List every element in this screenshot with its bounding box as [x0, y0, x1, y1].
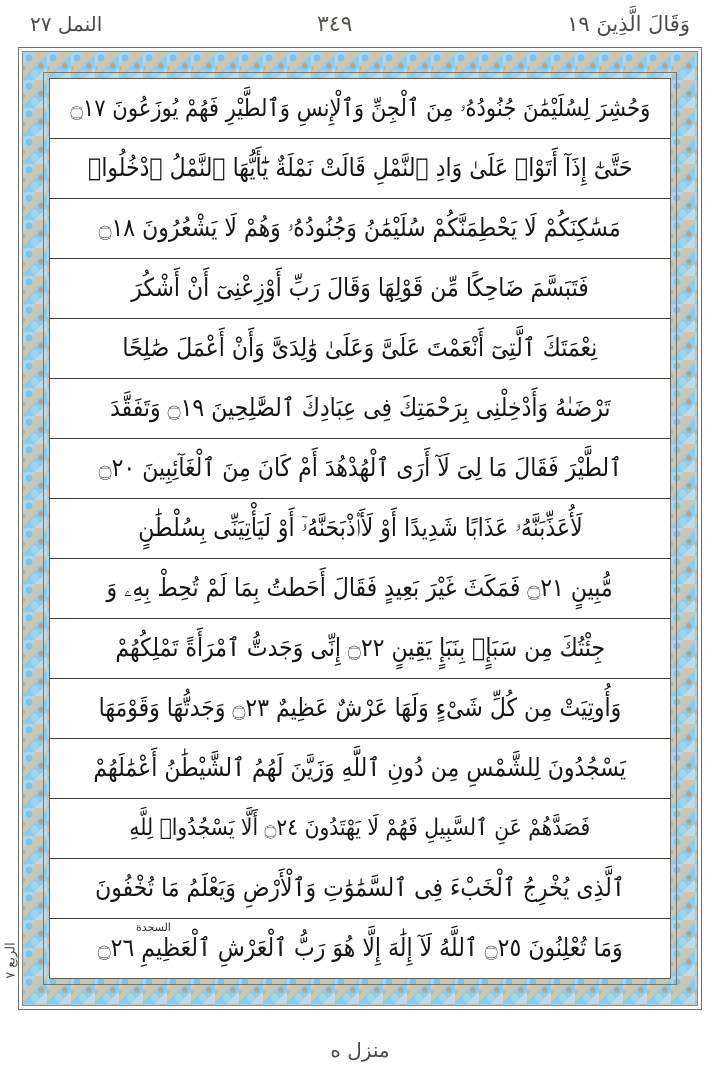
ayah-line-text: لَأُعَذِّبَنَّهُۥ عَذَابًا شَدِيدًا أَوْ لَأَا۟ذْبَحَنَّهُۥٓ أَوْ لَيَأْتِيَنِّى بِسُلْطَٰنٍ — [137, 513, 583, 543]
ayah-line — [50, 139, 670, 199]
ayah-line-text: نِعْمَتَكَ ٱلَّتِىٓ أَنْعَمْتَ عَلَىَّ وَعَلَىٰ وَٰلِدَىَّ وَأَنْ أَعْمَلَ صَٰلِحًا — [122, 333, 598, 363]
ayah-line — [50, 199, 670, 259]
ayah-line-text: حَتَّىٰٓ إِذَآ أَتَوْا۟ عَلَىٰ وَادِ ٱلنَّمْلِ قَالَتْ نَمْلَةٌ يَٰٓأَيُّهَا ٱلنَّمْلُ ٱدْخُلُوا۟ — [87, 153, 633, 183]
surah-name-label: النمل ٢٧ — [30, 12, 103, 36]
ayah-line-text: ٱلَّذِى يُخْرِجُ ٱلْخَبْءَ فِى ٱلسَّمَٰوَٰتِ وَٱلْأَرْضِ وَيَعْلَمُ مَا تُخْفُونَ — [95, 873, 625, 903]
ayah-line-text: تَرْضَىٰهُ وَأَدْخِلْنِى بِرَحْمَتِكَ فِى عِبَادِكَ ٱلصَّٰلِحِينَ ۝١٩ وَتَفَقَّدَ — [109, 393, 611, 423]
ayah-line-text: فَتَبَسَّمَ ضَاحِكًا مِّن قَوْلِهَا وَقَالَ رَبِّ أَوْزِعْنِىٓ أَنْ أَشْكُرَ — [131, 273, 589, 303]
ayah-line — [50, 679, 670, 739]
quran-text-panel — [49, 78, 671, 979]
margin-rub-label: الربع ٧ — [3, 941, 19, 979]
ayah-line — [50, 439, 670, 499]
ayah-line-text: مُّبِينٍ ۝٢١ فَمَكَثَ غَيْرَ بَعِيدٍ فَقَالَ أَحَطتُ بِمَا لَمْ تُحِطْ بِهِۦ وَ — [106, 573, 614, 603]
ornamental-border-pattern — [22, 51, 698, 1006]
margin-rub-marker — [2, 905, 20, 1015]
ornamental-frame — [18, 47, 702, 1010]
ayah-line — [50, 499, 670, 559]
ayah-line-list — [50, 79, 670, 978]
ayah-line — [50, 859, 670, 919]
ayah-line-text: وَحُشِرَ لِسُلَيْمَٰنَ جُنُودُهُۥ مِنَ ٱلْجِنِّ وَٱلْإِنسِ وَٱلطَّيْرِ فَهُمْ يُوزَعُونَ ۝١٧ — [70, 93, 650, 122]
ayah-line — [50, 79, 670, 139]
ayah-line — [50, 259, 670, 319]
ayah-line — [50, 379, 670, 439]
ayah-line — [50, 319, 670, 379]
ayah-line — [50, 799, 670, 859]
ayah-line — [50, 559, 670, 619]
ayah-line-text: يَسْجُدُونَ لِلشَّمْسِ مِن دُونِ ٱللَّهِ وَزَيَّنَ لَهُمُ ٱلشَّيْطَٰنُ أَعْمَٰلَهُمْ — [93, 753, 627, 783]
manzil-label: منزل ه — [330, 1038, 390, 1062]
ayah-line — [50, 739, 670, 799]
ayah-line-text: وَمَا تُعْلِنُونَ ۝٢٥ ٱللَّهُ لَآ إِلَٰهَ إِلَّا هُوَ رَبُّ ٱلْعَرْشِ ٱلْعَظِيمِ ۝٢٦ — [97, 933, 623, 963]
juz-name-label: وَقَالَ الَّذِينَ ١٩ — [567, 12, 690, 36]
page-header — [0, 0, 720, 48]
ayah-line-text: وَأُوتِيَتْ مِن كُلِّ شَىْءٍ وَلَهَا عَرْشٌ عَظِيمٌ ۝٢٣ وَجَدتُّهَا وَقَوْمَهَا — [98, 693, 622, 723]
page-footer — [0, 1028, 720, 1072]
ayah-line-text: جِئْتُكَ مِن سَبَإٍۭ بِنَبَإٍ يَقِينٍ ۝٢٢ إِنِّى وَجَدتُّ ٱمْرَأَةً تَمْلِكُهُمْ — [115, 633, 605, 663]
ayah-line-text: فَصَدَّهُمْ عَنِ ٱلسَّبِيلِ فَهُمْ لَا يَهْتَدُونَ ۝٢٤ أَلَّا يَسْجُدُوا۟ لِلَّهِ — [129, 815, 591, 842]
sajda-marker-label: السجدة — [136, 921, 171, 934]
ayah-line-text: ٱلطَّيْرَ فَقَالَ مَا لِىَ لَآ أَرَى ٱلْهُدْهُدَ أَمْ كَانَ مِنَ ٱلْغَآئِبِينَ ۝٢٠ — [98, 453, 622, 483]
ayah-line — [50, 619, 670, 679]
ayah-line-text: مَسَٰكِنَكُمْ لَا يَحْطِمَنَّكُمْ سُلَيْمَٰنُ وَجُنُودُهُۥ وَهُمْ لَا يَشْعُرُونَ ۝١٨ — [98, 213, 622, 243]
page-number-label: ٣٤٩ — [316, 11, 353, 37]
